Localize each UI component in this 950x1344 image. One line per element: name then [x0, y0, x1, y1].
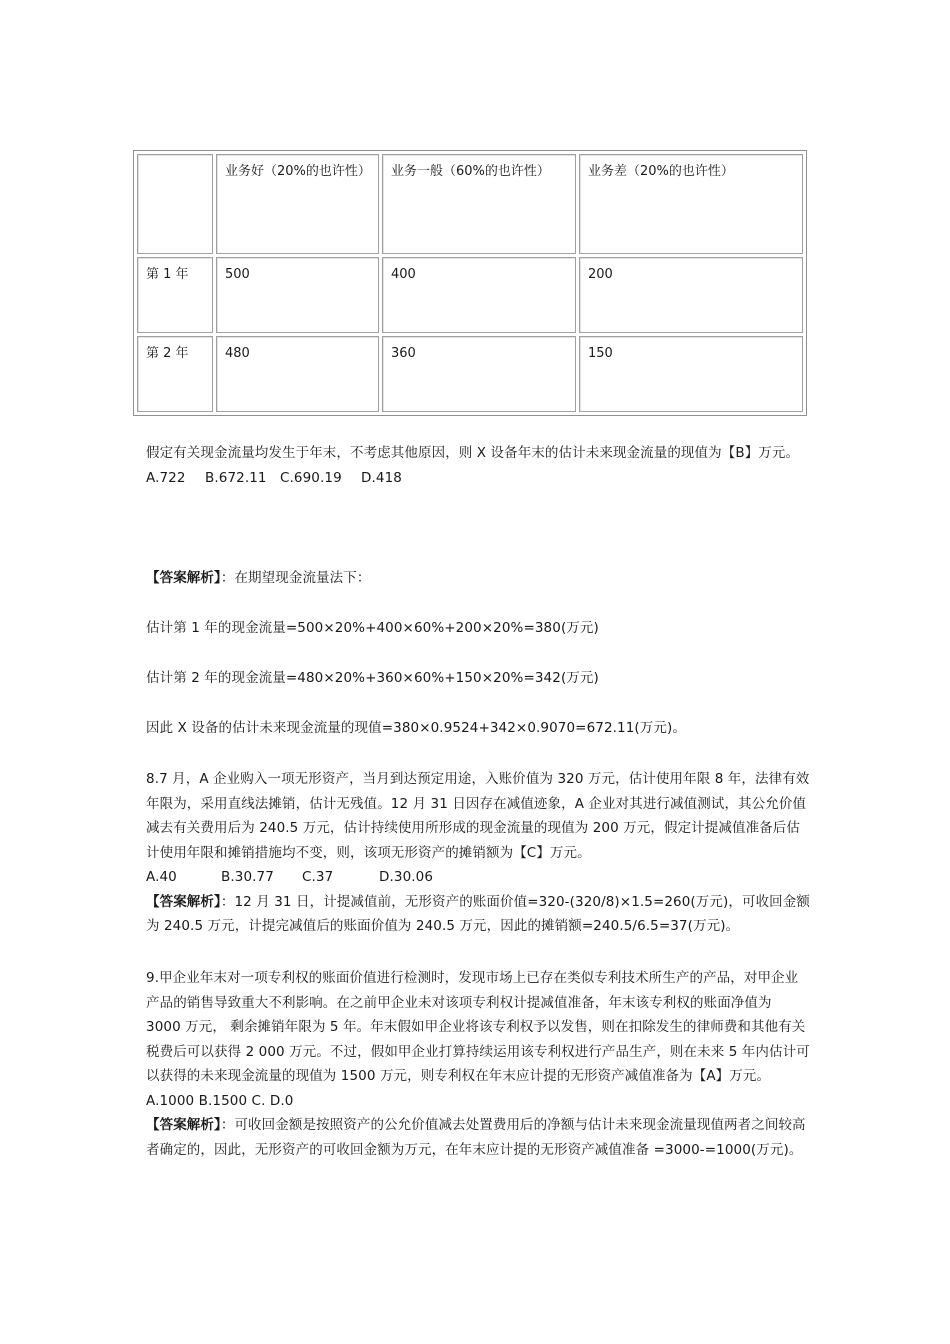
option: C.690.19 [280, 469, 342, 486]
analysis-label: 【答案解析】 [146, 1117, 221, 1133]
table-cell: 360 [382, 336, 576, 412]
question-8-analysis: ：12 月 31 日，计提减值前，无形资产的账面价值=320-(320/8)×1.5=260(万元)，可收回金额为 240.5 万元，计提完减值后的账面价值为 240.5 万元，因此的摊销额=240.5/6.5=37(万元)。 [146, 893, 810, 934]
table-header-row [137, 154, 803, 254]
table-header-cell [137, 154, 213, 254]
question-9-options: A.1000 B.1500 C. D.0 [146, 1092, 294, 1109]
question-9-block [146, 966, 810, 1162]
row-label: 第 1 年 [137, 257, 213, 333]
option: B.30.77 [221, 869, 274, 885]
table-cell: 400 [382, 257, 576, 333]
analysis-line-1-wrap [146, 616, 810, 641]
option: B.672.11 [205, 469, 267, 486]
table-cell: 150 [579, 336, 803, 412]
analysis-line-1: 估计第 1 年的现金流量=500×20%+400×60%+200×20%=380(万元) [146, 620, 599, 636]
analysis-label: 【答案解析】 [146, 893, 221, 910]
cashflow-table [133, 150, 807, 416]
question-7-block [146, 441, 810, 490]
table-row [137, 257, 803, 333]
option: C.37 [302, 869, 334, 885]
option: A.40 [146, 869, 177, 885]
analysis-label: 【答案解析】 [146, 570, 221, 586]
question-7-stem: 假定有关现金流量均发生于年末，不考虑其他原因，则 X 设备年末的估计未来现金流量的现值为【B】万元。 [146, 445, 800, 461]
analysis-line-3: 因此 X 设备的估计未来现金流量的现值=380×0.9524+342×0.9070=672.11(万元)。 [146, 720, 686, 736]
table-header-cell: 业务差（20%的也许性） [579, 154, 803, 254]
question-8-block [146, 767, 810, 939]
analysis-intro: ：在期望现金流量法下： [220, 570, 371, 586]
question-7-options [146, 466, 810, 491]
row-label: 第 2 年 [137, 336, 213, 412]
table-cell: 480 [216, 336, 379, 412]
table-row [137, 336, 803, 412]
analysis-line-2-wrap [146, 666, 810, 691]
question-8-stem: 8.7 月，A 企业购入一项无形资产，当月到达预定用途，入账价值为 320 万元，估计使用年限 8 年，法律有效年限为，采用直线法摊销，估计无残值。12 月 31 日因存在减值迹象，A 企业对其进行减值测试，其公允价值减去有关费用后为 240.5 万元，估计持续使用所形成的现金流量的现值为 200 万元，假定计提减值准备后估计使用年限和摊销措施均不变，则，该项无形资产的摊销额为【C】万元。 [146, 771, 810, 861]
option: D.30.06 [379, 869, 434, 885]
option: D.418 [361, 469, 402, 486]
table-cell: 500 [216, 257, 379, 333]
question-8-options [146, 865, 810, 890]
table-header-cell: 业务一般（60%的也许性） [382, 154, 576, 254]
question-9-analysis: ：可收回金额是按照资产的公允价值减去处置费用后的净额与估计未来现金流量现值两者之间较高者确定的，因此，无形资产的可收回金额为万元，在年末应计提的无形资产减值准备 =3000-=1000(万元)。 [146, 1117, 806, 1158]
question-9-stem: 9.甲企业年末对一项专利权的账面价值进行检测时，发现市场上已存在类似专利技术所生产的产品，对甲企业产品的销售导致重大不利影响。在之前甲企业未对该项专利权计提减值准备，年末该专利权的账面净值为 3000 万元， 剩余摊销年限为 5 年。年末假如甲企业将该专利权予以发售，则在扣除发生的律师费和其他有关税费后可以获得 2 000 万元。不过，假如甲企业打算持续运用该专利权进行产品生产，则在未来 5 年内估计可以获得的未来现金流量的现值为 1500 万元，则专利权在年末应计提的无形资产减值准备为【A】万元。 [146, 970, 810, 1084]
question-7-analysis [146, 566, 810, 591]
analysis-line-3-wrap [146, 716, 810, 741]
table-header-cell: 业务好（20%的也许性） [216, 154, 379, 254]
analysis-line-2: 估计第 2 年的现金流量=480×20%+360×60%+150×20%=342(万元) [146, 670, 599, 686]
option: A.722 [146, 469, 186, 486]
table-cell: 200 [579, 257, 803, 333]
